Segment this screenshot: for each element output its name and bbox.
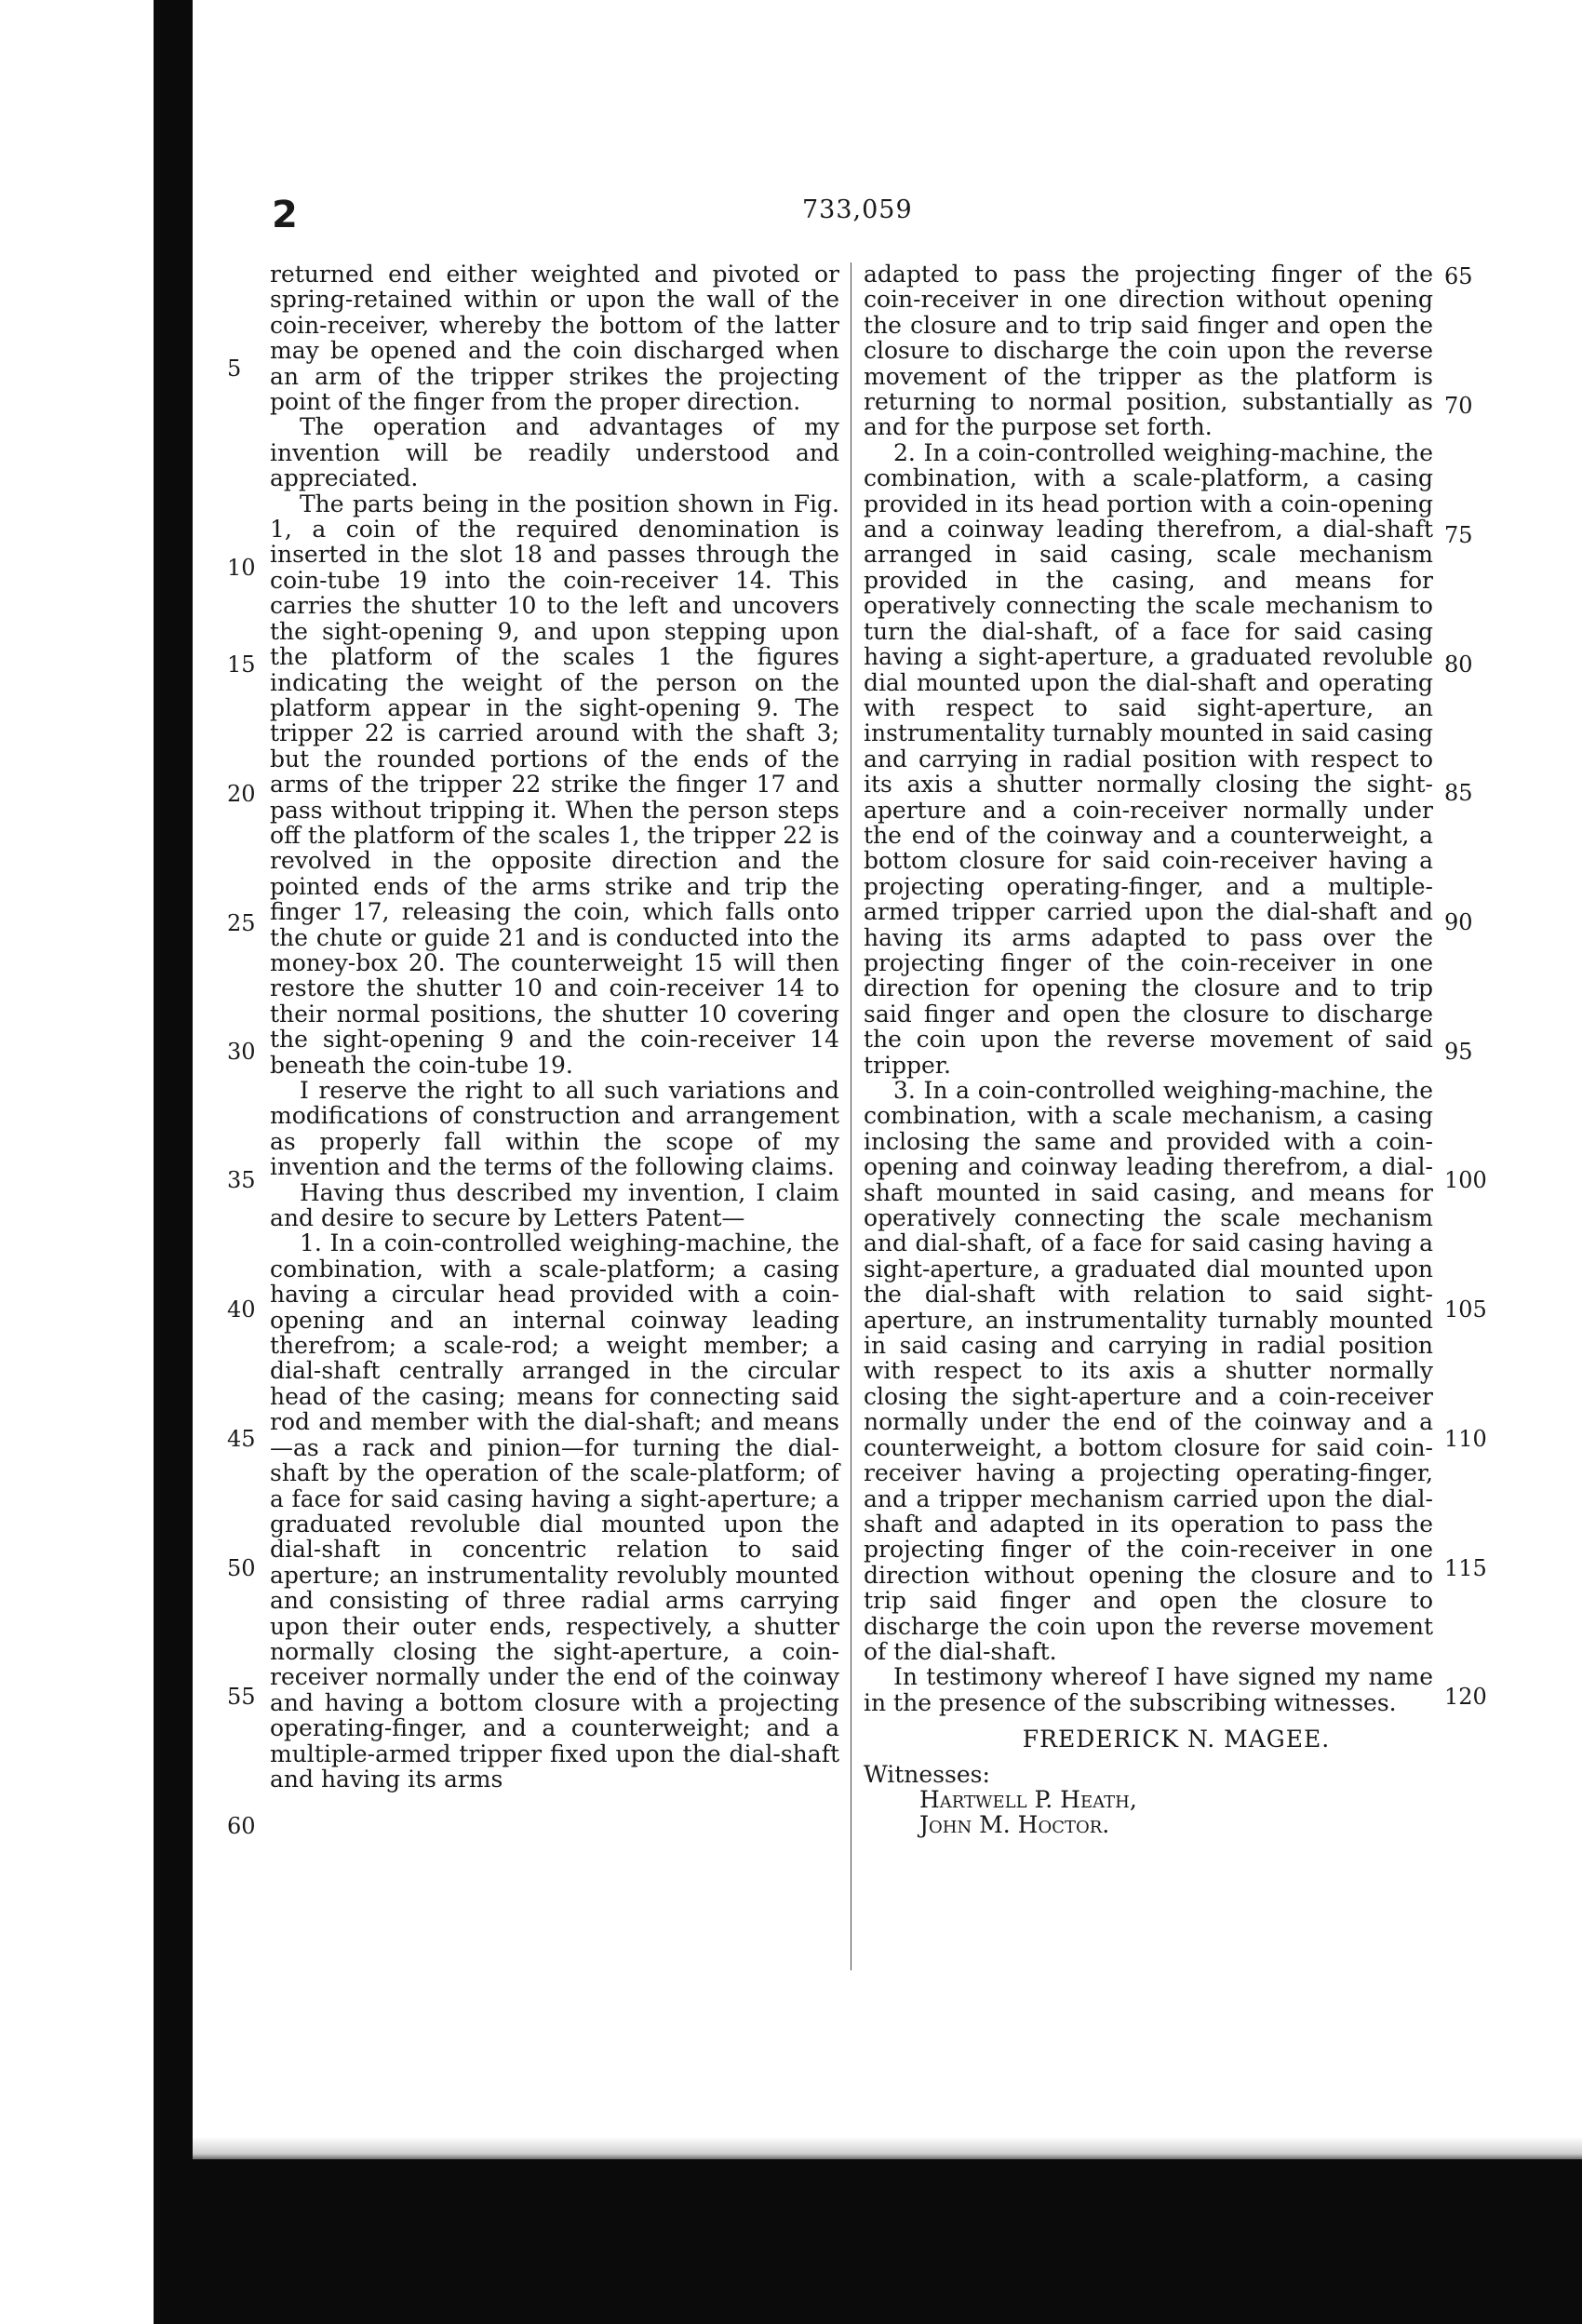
- line-number: 110: [1444, 1426, 1487, 1452]
- right-text-column: [864, 262, 1433, 1838]
- witness-name: John M. Hoctor.: [919, 1811, 1110, 1839]
- page-number: 2: [272, 194, 298, 236]
- signature: FREDERICK N. MAGEE.: [1022, 1726, 1331, 1753]
- scan-binding-shadow: [154, 0, 193, 2324]
- line-number: 75: [1444, 522, 1473, 548]
- line-number: 15: [227, 652, 256, 678]
- scan-margin: [0, 0, 154, 2324]
- paragraph: 2. In a coin-controlled weighing-machine, the combination, with a scale-platform, a casing provided in its head portion with a coin-opening and a coinway leading therefrom, a dial-shaft arranged in said casing, scale mechanism provided in the casing, and means for operatively connecting the scale mechanism to turn the dial-shaft, of a face for said casing having a sight-aperture, a graduated revoluble dial mounted upon the dial-shaft and operating with respect to said sight-aperture, an instrumentality turnably mounted in said casing and carrying in radial position with respect to its axis a shutter normally closing the sight-aperture and a coin-receiver normally under the end of the coinway and a counterweight, a bottom closure for said coin-receiver having a projecting operating-finger, and a multiple-armed tripper carried upon the dial-shaft and having its arms adapted to pass over the projecting finger of the coin-receiver in one direction for opening the closure and to trip said finger and open the closure to discharge the coin upon the reverse movement of said tripper.: [864, 438, 1433, 1079]
- paragraph: The parts being in the position shown in Fig. 1, a coin of the required denomination is inserted in the slot 18 and passes through the coin-tube 19 into the coin-receiver 14. This carries the shutter 10 to the left and uncovers the sight-opening 9, and upon stepping upon the platform of the scales 1 the figures indicating the weight of the person on the platform appear in the sight-opening 9. The tripper 22 is carried around with the shaft 3; but the rounded portions of the ends of the arms of the tripper 22 strike the finger 17 and pass without tripping it. When the person steps off the platform of the scales 1, the tripper 22 is revolved in the opposite direction and the pointed ends of the arms strike and trip the finger 17, releasing the coin, which falls onto the chute or guide 21 and is conducted into the money-box 20. The counterweight 15 will then restore the shutter 10 and coin-receiver 14 to their normal positions, the shutter 10 covering the sight-opening 9 and the coin-receiver 14 beneath the coin-tube 19.: [270, 490, 839, 1079]
- line-number: 55: [227, 1684, 256, 1710]
- line-number: 25: [227, 910, 256, 936]
- left-text-column: [270, 262, 839, 1792]
- patent-number: 733,059: [802, 195, 913, 224]
- line-number: 85: [1444, 780, 1473, 806]
- line-number: 40: [227, 1296, 256, 1323]
- paragraph: Having thus described my invention, I claim and desire to secure by Letters Patent—: [270, 1178, 839, 1232]
- paragraph: 3. In a coin-controlled weighing-machine, the combination, with a scale mechanism, a casing inclosing the same and provided with a coin-opening and coinway leading therefrom, a dial-shaft mounted in said casing, and means for operatively connecting the scale mechanism and dial-shaft, of a face for said casing having a sight-aperture, a graduated dial mounted upon the dial-shaft with relation to said sight-aperture, an instrumentality turnably mounted in said casing and carrying in radial position with respect to its axis a shutter normally closing the sight-aperture and a coin-receiver normally under the end of the coinway and a counterweight, a bottom closure for said coin-receiver having a projecting operating-finger, and a tripper mechanism carried upon the dial-shaft and adapted in its operation to pass the projecting finger of the coin-receiver in one direction without opening the closure and to trip said finger and open the closure to discharge the coin upon the reverse movement of the dial-shaft.: [864, 1077, 1433, 1665]
- witness-name: Hartwell P. Heath,: [919, 1785, 1137, 1813]
- line-number: 95: [1444, 1039, 1473, 1065]
- line-number: 65: [1444, 263, 1473, 289]
- line-number: 105: [1444, 1296, 1487, 1323]
- paragraph: I reserve the right to all such variations and modifications of construction and arrangement as properly fall within the scope of my invention and the terms of the following claims.: [270, 1077, 839, 1181]
- line-number: 70: [1444, 393, 1473, 419]
- line-number: 10: [227, 555, 256, 581]
- paragraph: The operation and advantages of my invention will be readily understood and appreciated.: [270, 413, 839, 492]
- line-number: 60: [227, 1813, 256, 1839]
- witnesses-label: Witnesses:: [864, 1760, 990, 1788]
- paragraph: adapted to pass the projecting finger of the coin-receiver in one direction without opening the closure and to trip said finger and open the closure to discharge the coin upon the reverse movement of the tripper as the platform is returning to normal position, substantially as and for the purpose set forth.: [864, 261, 1433, 441]
- paragraph: 1. In a coin-controlled weighing-machine, the combination, with a scale-platform; a casing having a circular head provided with a coin-opening and an internal coinway leading therefrom; a scale-rod; a weight member; a dial-shaft centrally arranged in the circular head of the casing; means for connecting said rod and member with the dial-shaft; and means—as a rack and pinion—for turning the dial-shaft by the operation of the scale-platform; of a face for said casing having a sight-aperture; a graduated revoluble dial mounted upon the dial-shaft in concentric relation to said aperture; an instrumentality revolubly mounted and consisting of three radial arms carrying upon their outer ends, respectively, a shutter normally closing the sight-aperture, a coin-receiver normally under the end of the coinway and having a bottom closure with a projecting operating-finger, and a counterweight; and a multiple-armed tripper fixed upon the dial-shaft and having its arms: [270, 1229, 839, 1793]
- scan-bottom-shadow: [154, 2159, 1582, 2324]
- line-number: 115: [1444, 1555, 1487, 1581]
- line-number: 90: [1444, 909, 1473, 935]
- paragraph: returned end either weighted and pivoted or spring-retained within or upon the wall of the coin-receiver, whereby the bottom of the latter may be opened and the coin discharged when an arm of the tripper strikes the projecting point of the finger from the proper direction.: [270, 261, 839, 416]
- line-number: 20: [227, 781, 256, 807]
- line-number: 80: [1444, 652, 1473, 678]
- line-number: 35: [227, 1167, 256, 1193]
- line-number: 50: [227, 1555, 256, 1581]
- line-number: 120: [1444, 1684, 1487, 1710]
- line-number: 100: [1444, 1167, 1487, 1193]
- line-number: 5: [227, 356, 242, 382]
- line-number: 45: [227, 1426, 256, 1452]
- paragraph: In testimony whereof I have signed my name in the presence of the subscribing witnesses.: [864, 1663, 1433, 1716]
- line-number: 30: [227, 1039, 256, 1065]
